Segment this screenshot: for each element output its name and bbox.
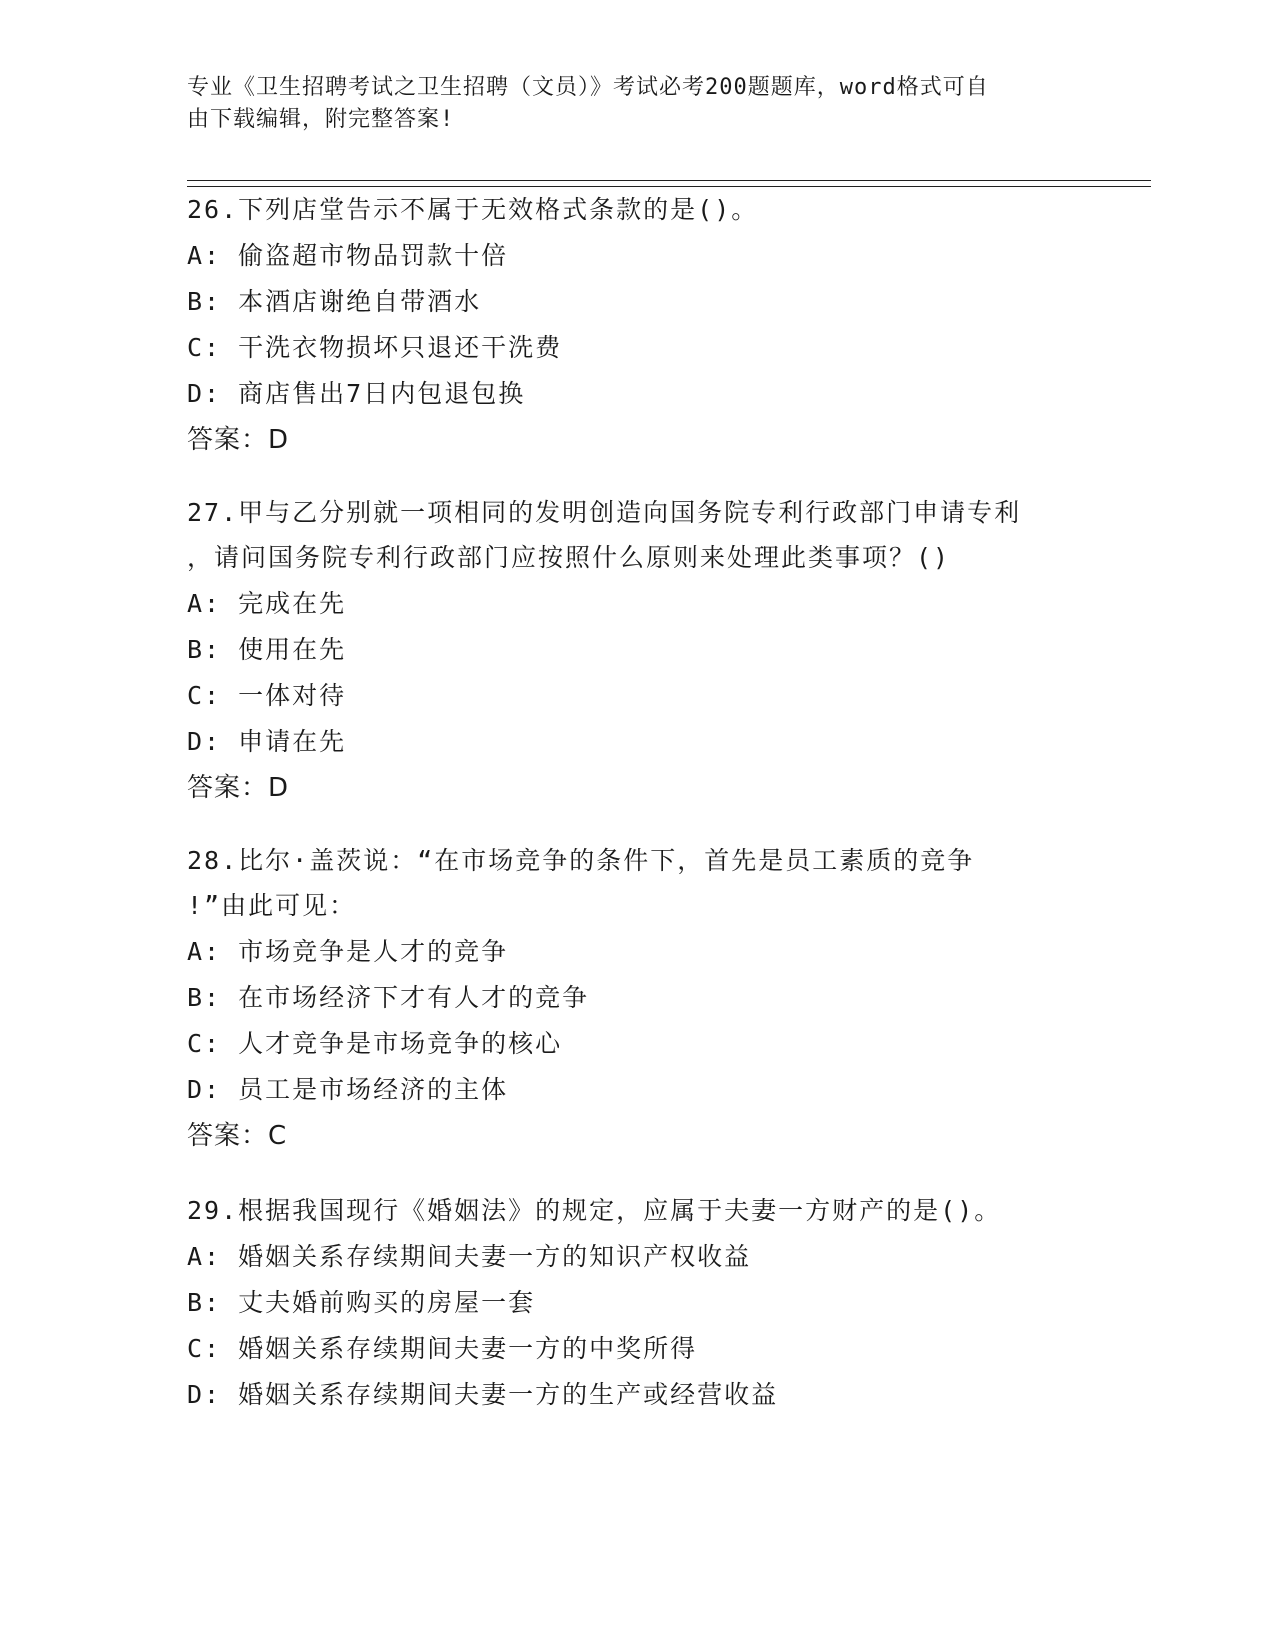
option-c: C: 人才竞争是市场竞争的核心 [187, 1029, 563, 1058]
option-a: A: 婚姻关系存续期间夫妻一方的知识产权收益 [187, 1242, 752, 1271]
question-stem-continued: ，请问国务院专利行政部门应按照什么原则来处理此类事项？() [187, 543, 951, 572]
option-a: A: 完成在先 [187, 589, 347, 618]
header-divider-top [187, 180, 1151, 181]
option-b: B: 在市场经济下才有人才的竞争 [187, 983, 590, 1012]
question-stem: 29.根据我国现行《婚姻法》的规定，应属于夫妻一方财产的是()。 [187, 1196, 1002, 1225]
option-c: C: 一体对待 [187, 681, 347, 710]
question-stem: 28.比尔·盖茨说：“在市场竞争的条件下，首先是员工素质的竞争 [187, 846, 975, 875]
option-a: A: 偷盗超市物品罚款十倍 [187, 241, 509, 270]
header-divider-bottom [187, 186, 1151, 187]
question-29 [187, 1196, 1087, 1426]
document-header [187, 72, 1087, 136]
option-d: D: 申请在先 [187, 727, 347, 756]
option-c: C: 婚姻关系存续期间夫妻一方的中奖所得 [187, 1334, 698, 1363]
question-28 [187, 846, 1087, 1167]
answer: 答案：D [187, 425, 290, 455]
option-c: C: 干洗衣物损坏只退还干洗费 [187, 333, 563, 362]
question-26 [187, 195, 1087, 471]
option-b: B: 本酒店谢绝自带酒水 [187, 287, 482, 316]
header-line-1: 专业《卫生招聘考试之卫生招聘（文员）》考试必考200题题库，word格式可自 [187, 75, 989, 100]
question-stem: 26.下列店堂告示不属于无效格式条款的是()。 [187, 195, 759, 224]
option-d: D: 员工是市场经济的主体 [187, 1075, 509, 1104]
option-b: B: 丈夫婚前购买的房屋一套 [187, 1288, 536, 1317]
header-line-2: 由下载编辑，附完整答案! [187, 107, 455, 132]
option-a: A: 市场竞争是人才的竞争 [187, 937, 509, 966]
question-stem: 27.甲与乙分别就一项相同的发明创造向国务院专利行政部门申请专利 [187, 498, 1022, 527]
option-d: D: 商店售出7日内包退包换 [187, 379, 526, 408]
answer: 答案：C [187, 1121, 288, 1151]
option-b: B: 使用在先 [187, 635, 347, 664]
question-27 [187, 498, 1087, 819]
answer: 答案：D [187, 773, 290, 803]
question-stem-continued: !”由此可见： [187, 891, 357, 920]
option-d: D: 婚姻关系存续期间夫妻一方的生产或经营收益 [187, 1380, 779, 1409]
